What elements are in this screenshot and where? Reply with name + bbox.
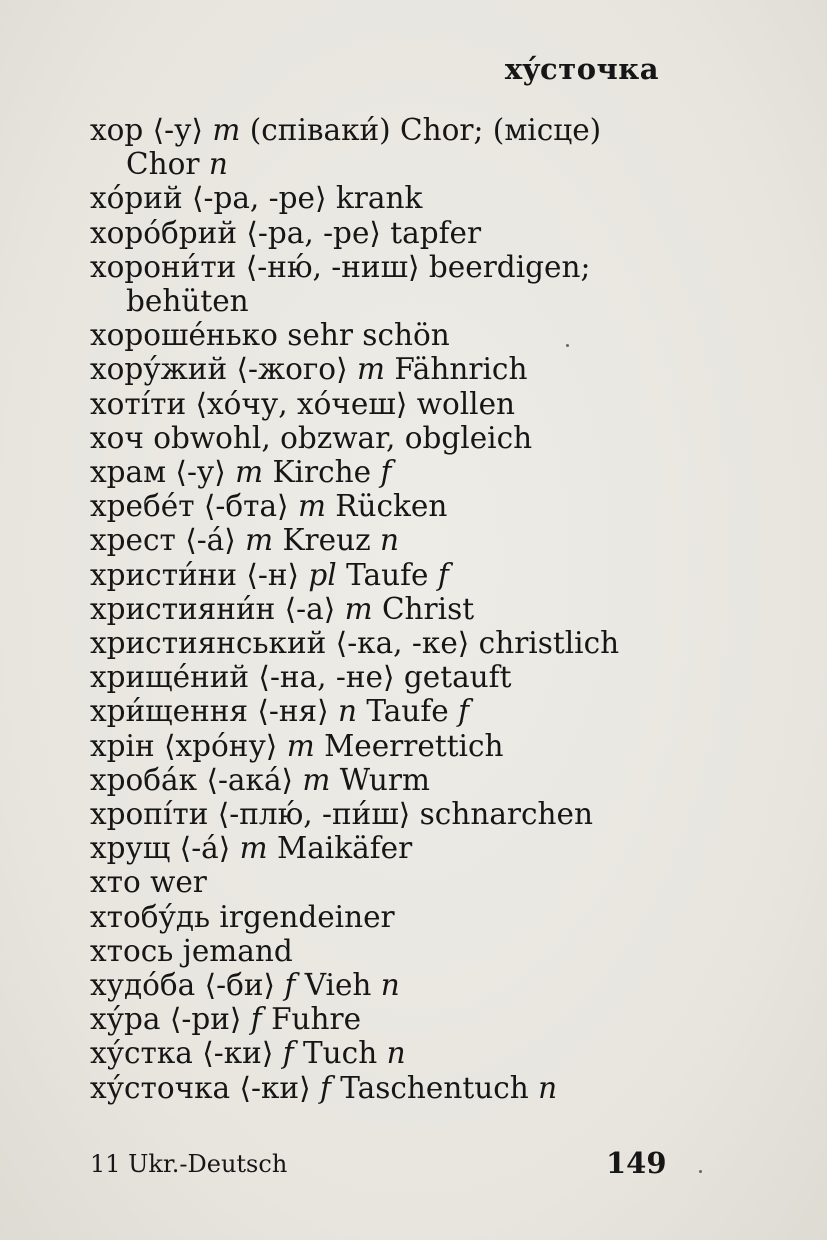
headword-text: хрище́ний ⟨-на, -не⟩ getauft: [90, 660, 512, 695]
dictionary-entry: [90, 352, 690, 386]
gender-label: n: [380, 523, 400, 558]
page-number: 149: [606, 1146, 667, 1180]
gender-label: n: [386, 1036, 406, 1071]
translation-text: Vieh: [295, 968, 381, 1003]
headword-text: хору́жий ⟨-жого⟩: [90, 352, 357, 387]
grammar-label: m: [245, 523, 274, 558]
dictionary-entry: [90, 421, 690, 455]
dictionary-entry: [90, 968, 690, 1002]
translation-text: Taschentuch: [330, 1070, 539, 1105]
dictionary-entry: [90, 900, 690, 934]
dictionary-entry: [90, 113, 690, 147]
headword-text: хтобу́дь irgendeiner: [90, 899, 395, 934]
dictionary-entry: [90, 865, 690, 899]
headword-text: ху́ра ⟨-ри⟩: [90, 1002, 251, 1037]
headword-text: хорони́ти ⟨-ню́, -ниш⟩ beerdigen;: [90, 249, 591, 284]
translation-text: Maikäfer: [267, 831, 413, 866]
dictionary-entry: [90, 763, 690, 797]
dictionary-entry: [90, 387, 690, 421]
grammar-label: f: [319, 1070, 331, 1105]
ink-speck: [566, 344, 569, 347]
translation-text: (співаки́) Chor; (місце): [240, 113, 602, 147]
dictionary-entry: [90, 626, 690, 660]
dictionary-entry: [90, 831, 690, 865]
dictionary-entry: [90, 558, 690, 592]
dictionary-entry: [90, 523, 690, 557]
dictionary-entry: [90, 1036, 690, 1070]
translation-text: Fähnrich: [384, 352, 528, 387]
headword-text: хроба́к ⟨-ака́⟩: [90, 762, 303, 797]
translation-text: Kirche: [263, 455, 381, 490]
gender-label: n: [380, 968, 400, 1003]
headword-text: хо́рий ⟨-ра, -ре⟩ krank: [90, 181, 423, 216]
headword-text: хтось jemand: [90, 933, 293, 968]
headword-text: хоро́брий ⟨-ра, -ре⟩ tapfer: [90, 215, 482, 250]
dictionary-entry: [90, 489, 690, 523]
dictionary-entry: [90, 797, 690, 831]
grammar-label: f: [284, 968, 296, 1003]
headword-text: хрущ ⟨-а́⟩: [90, 831, 240, 866]
ink-speck: [699, 1170, 702, 1173]
translation-text: Tuch: [293, 1036, 387, 1071]
headword-text: ху́стка ⟨-ки⟩: [90, 1036, 283, 1071]
dictionary-entry: [90, 934, 690, 968]
dictionary-entry: [90, 1002, 690, 1036]
headword-text: хто wer: [90, 865, 207, 900]
translation-text: Christ: [372, 591, 475, 626]
grammar-label: m: [344, 591, 373, 626]
headword-text: христи́ни ⟨-н⟩: [90, 557, 309, 592]
translation-text: Wurm: [330, 762, 430, 797]
headword-text: християнський ⟨-ка, -ке⟩ christlich: [90, 626, 620, 661]
grammar-label: n: [208, 147, 228, 182]
grammar-label: f: [282, 1036, 294, 1071]
headword-text: худо́ба ⟨-би⟩: [90, 968, 285, 1003]
headword-text: Chor: [126, 147, 209, 182]
running-head: хýсточка: [504, 52, 659, 86]
headword-text: хрест ⟨-а́⟩: [90, 523, 246, 558]
grammar-label: m: [235, 455, 264, 490]
gender-label: n: [538, 1070, 558, 1105]
grammar-label: pl: [308, 557, 337, 592]
grammar-label: m: [239, 831, 268, 866]
grammar-label: m: [212, 113, 241, 147]
grammar-label: m: [302, 762, 331, 797]
headword-text: храм ⟨-у⟩: [90, 455, 236, 490]
headword-text: хропі́ти ⟨-плю́, -пи́ш⟩ schnarchen: [90, 797, 593, 832]
dictionary-entry: [90, 660, 690, 694]
gender-label: f: [458, 694, 470, 729]
translation-text: Taufe: [336, 557, 438, 592]
entry-continuation: [90, 284, 690, 318]
headword-text: хребе́т ⟨-бта⟩: [90, 489, 298, 524]
headword-text: хрін ⟨хро́ну⟩: [90, 728, 287, 763]
headword-text: хоті́ти ⟨хо́чу, хо́чеш⟩ wollen: [90, 386, 516, 421]
dictionary-entry: [90, 455, 690, 489]
headword-text: ху́сточка ⟨-ки⟩: [90, 1070, 320, 1105]
dictionary-entry: [90, 318, 690, 352]
translation-text: Kreuz: [273, 523, 381, 558]
printer-signature: 11 Ukr.-Deutsch: [90, 1150, 288, 1178]
headword-text: хороше́нько sehr schön: [90, 318, 450, 353]
translation-text: Meerrettich: [314, 728, 504, 763]
headword-text: хри́щення ⟨-ня⟩: [90, 694, 339, 729]
headword-text: хоч obwohl, obzwar, obgleich: [90, 420, 533, 455]
dictionary-entry: [90, 216, 690, 250]
translation-text: Rücken: [325, 489, 448, 524]
dictionary-entry: [90, 592, 690, 626]
translation-text: Taufe: [357, 694, 459, 729]
dictionary-entry: [90, 729, 690, 763]
grammar-label: n: [338, 694, 358, 729]
entry-list: [90, 113, 690, 1105]
dictionary-entry: [90, 1071, 690, 1105]
gender-label: f: [380, 455, 392, 490]
grammar-label: m: [297, 489, 326, 524]
headword-text: хор ⟨-у⟩: [90, 113, 213, 147]
translation-text: Fuhre: [261, 1002, 362, 1037]
dictionary-entry: [90, 181, 690, 215]
grammar-label: f: [250, 1002, 262, 1037]
dictionary-entry: [90, 250, 690, 284]
entry-continuation: [90, 147, 690, 181]
headword-text: behüten: [126, 284, 249, 319]
grammar-label: m: [286, 728, 315, 763]
grammar-label: m: [356, 352, 385, 387]
headword-text: християни́н ⟨-а⟩: [90, 591, 345, 626]
dictionary-entry: [90, 694, 690, 728]
gender-label: f: [437, 557, 449, 592]
